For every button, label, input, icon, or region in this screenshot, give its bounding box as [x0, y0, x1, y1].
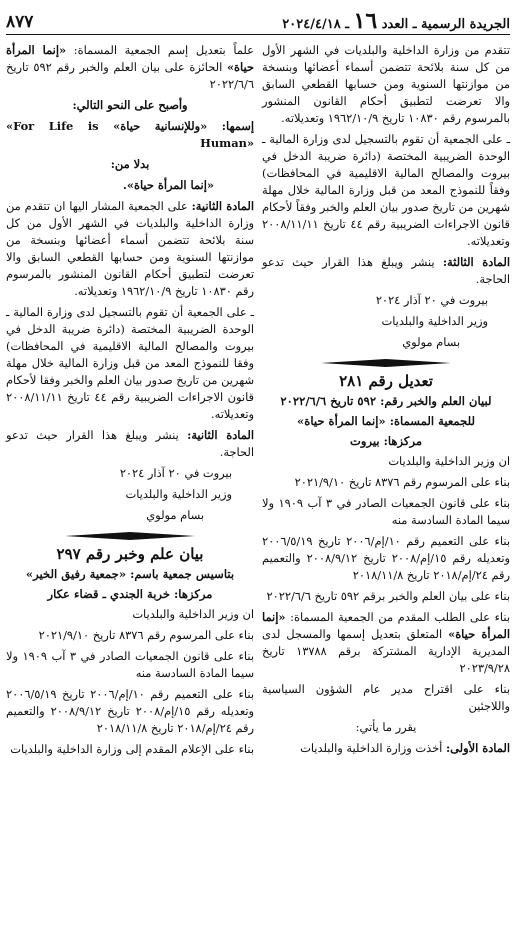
paragraph: ـ على الجمعية أن تقوم بالتسجيل لدى وزارة المالية ـ الوحدة الضريبية المختصة (دائرة ضريبة الدخل في بيروت والمصالح المالية الاقليمية في المحافظات) وفقا للنموذج المعد من قبل وزارة المالية خلال مهلة شهرين من تاريخ صدور بيان العلم والخبر وفقا لأحكام قانون الاجراءات الضريبية رقم ٤٤ تاريخ ٢٠٠٨/١١/١١ وتعديلاته. — [6, 305, 254, 421]
section-title: بيان علم وخبر رقم ٢٩٧ — [56, 545, 204, 563]
section-subtitle: بتاسيس جمعية باسم: «جمعية رفيق الخير» — [25, 567, 235, 581]
left-column — [6, 42, 254, 762]
signature-name: بسام مولوي — [146, 508, 204, 522]
issue-date: ـ ٢٠٢٤/٤/١٨ — [282, 17, 350, 32]
basis-item: بناء على قانون الجمعيات الصادر في ٣ آب ١٩٠٩ ولا سيما المادة السادسة منه — [6, 649, 254, 680]
article-2b: المادة الثانية: ينشر ويبلغ هذا القرار حيث تدعو الحاجة. — [6, 428, 254, 459]
basis-item: بناء على المرسوم رقم ٨٣٧٦ تاريخ ٢٠٢١/٩/١٠ — [294, 475, 510, 489]
section-title: تعديل رقم ٢٨١ — [339, 372, 433, 390]
old-name: «إنما المرأة حياة». — [122, 178, 214, 192]
section-subtitle: مركزها: خربة الجندي ـ قضاء عكار — [47, 587, 213, 601]
paragraph: تتقدم من وزارة الداخلية والبلديات في الشهر الأول من كل سنة بلائحة تتضمن أسماء أعضائها وبنسخة من موازنتها السنوية ومن حسابها القطعي السابق والا تعرضت لتطبيق أحكام القانون المنشور بالمرسوم رقم ١٠٨٣٠ تاريخ ١٩٦٢/١٠/٩ وتعديلاته. — [262, 43, 510, 125]
basis-item: بناء على المرسوم رقم ٨٣٧٦ تاريخ ٢٠٢١/٩/١٠ — [38, 628, 254, 642]
signature-date: بيروت في ٢٠ آذار ٢٠٢٤ — [375, 293, 488, 307]
signature-title: وزير الداخلية والبلديات — [125, 487, 232, 501]
right-column — [262, 42, 510, 761]
section-subtitle: لبيان العلم والخبر رقم: ٥٩٢ تاريخ ٢٠٢٢/٦/٦ — [280, 394, 492, 408]
gazette-title: الجريدة الرسمية ـ العدد ١٦ ـ ٢٠٢٤/٤/١٨ — [282, 8, 510, 34]
section-divider — [6, 532, 254, 540]
section-subtitle: للجمعية المسماة: «إنما المرأة حياة» — [297, 414, 475, 428]
page-number: ٨٧٧ — [6, 12, 34, 32]
signature-title: وزير الداخلية والبلديات — [381, 314, 488, 328]
minister-line: ان وزير الداخلية والبلديات — [132, 607, 254, 621]
decision-line: يقرر ما يأتي: — [355, 720, 417, 734]
subheading: بدلا من: — [110, 157, 150, 171]
basis-item: بناء على التعميم رقم ١٠/إم/٢٠٠٦ تاريخ ٢٠٠٦/٥/١٩ وتعديله رقم ١٥/إم/٢٠٠٨ تاريخ ٢٠٠٨/٩/١٢ والتعميم رقم ٢٤/إم/٢٠١٨ تاريخ ٢٠١٨/١١/٨ — [6, 687, 255, 735]
subheading: وأصبح على النحو التالي: — [72, 98, 188, 112]
basis-item: بناء على بيان العلم والخبر برقم ٥٩٢ تاريخ ٢٠٢٢/٦/٦ — [266, 589, 510, 603]
article-2: المادة الثانية: على الجمعية المشار اليها ان تتقدم من وزارة الداخلية والبلديات في الشهر الأول من كل سنة بلائحة تتضمن أسماء أعضائها وبنسخة من موازنتها السنوية ومن حسابها القطعي السابق والا تعرضت لتطبيق أحكام القانون المنشور بالمرسوم رقم ١٠٨٣٠ تاريخ ١٩٦٢/١٠/٩ وتعديلاته. — [6, 199, 254, 298]
minister-line: ان وزير الداخلية والبلديات — [388, 454, 510, 468]
section-subtitle: مركزها: بيروت — [349, 434, 423, 448]
header-rule — [6, 34, 510, 35]
paragraph: علماً بتعديل إسم الجمعية المسماة: «إنما المرأة حياة» الحائزة على بيان العلم والخبر رقم ٥٩٢ تاريخ ٢٠٢٢/٦/٦ — [6, 43, 254, 91]
paragraph: ـ على الجمعية أن تقوم بالتسجيل لدى وزارة المالية ـ الوحدة الضريبية المختصة (دائرة ضريبة الدخل في بيروت والمصالح المالية الاقليمية في المحافظات) وفقاً للنموذج المعد من قبل وزارة المالية خلال مهلة شهرين من تاريخ صدور بيان العلم والخبر وفقاً لأحكام قانون الاجراءات الضريبية رقم ٤٤ تاريخ ٢٠٠٨/١١/١١ وتعديلاته. — [262, 132, 510, 248]
basis-item: بناء على قانون الجمعيات الصادر في ٣ آب ١٩٠٩ ولا سيما المادة السادسة منه — [262, 496, 510, 527]
new-name: إسمها: «وللإنسانية حياة» «For Life is Human» — [6, 119, 255, 150]
basis-item: بناء على التعميم رقم ١٠/إم/٢٠٠٦ تاريخ ٢٠٠٦/٥/١٩ وتعديله رقم ١٥/إم/٢٠٠٨ تاريخ ٢٠٠٨/٩/١٢ والتعميم رقم ٢٤/إم/٢٠١٨ تاريخ ٢٠١٨/١١/٨ — [262, 534, 511, 582]
signature-name: بسام مولوي — [402, 335, 460, 349]
section-divider — [262, 359, 510, 367]
article-1: المادة الأولى: أخذت وزارة الداخلية والبلديات — [300, 741, 510, 755]
signature-date: بيروت في ٢٠ آذار ٢٠٢٤ — [119, 466, 232, 480]
basis-item: بناء على اقتراح مدير عام الشؤون السياسية واللاجئين — [262, 682, 510, 713]
basis-item: بناء على الطلب المقدم من الجمعية المسماة: «إنما المرأة حياة» المتعلق بتعديل إسمها والمسجل لدى المديرية الإدارية المشتركة برقم ١٣٧٨٨ تاريخ ٢٠٢٣/٩/٢٨ — [262, 610, 511, 675]
article-3: المادة الثالثة: ينشر ويبلغ هذا القرار حيث تدعو الحاجة. — [262, 255, 510, 286]
page-header — [6, 8, 510, 32]
basis-item: بناء على الإعلام المقدم إلى وزارة الداخلية والبلديات — [10, 742, 254, 756]
issue-number: ١٦ — [353, 8, 378, 34]
